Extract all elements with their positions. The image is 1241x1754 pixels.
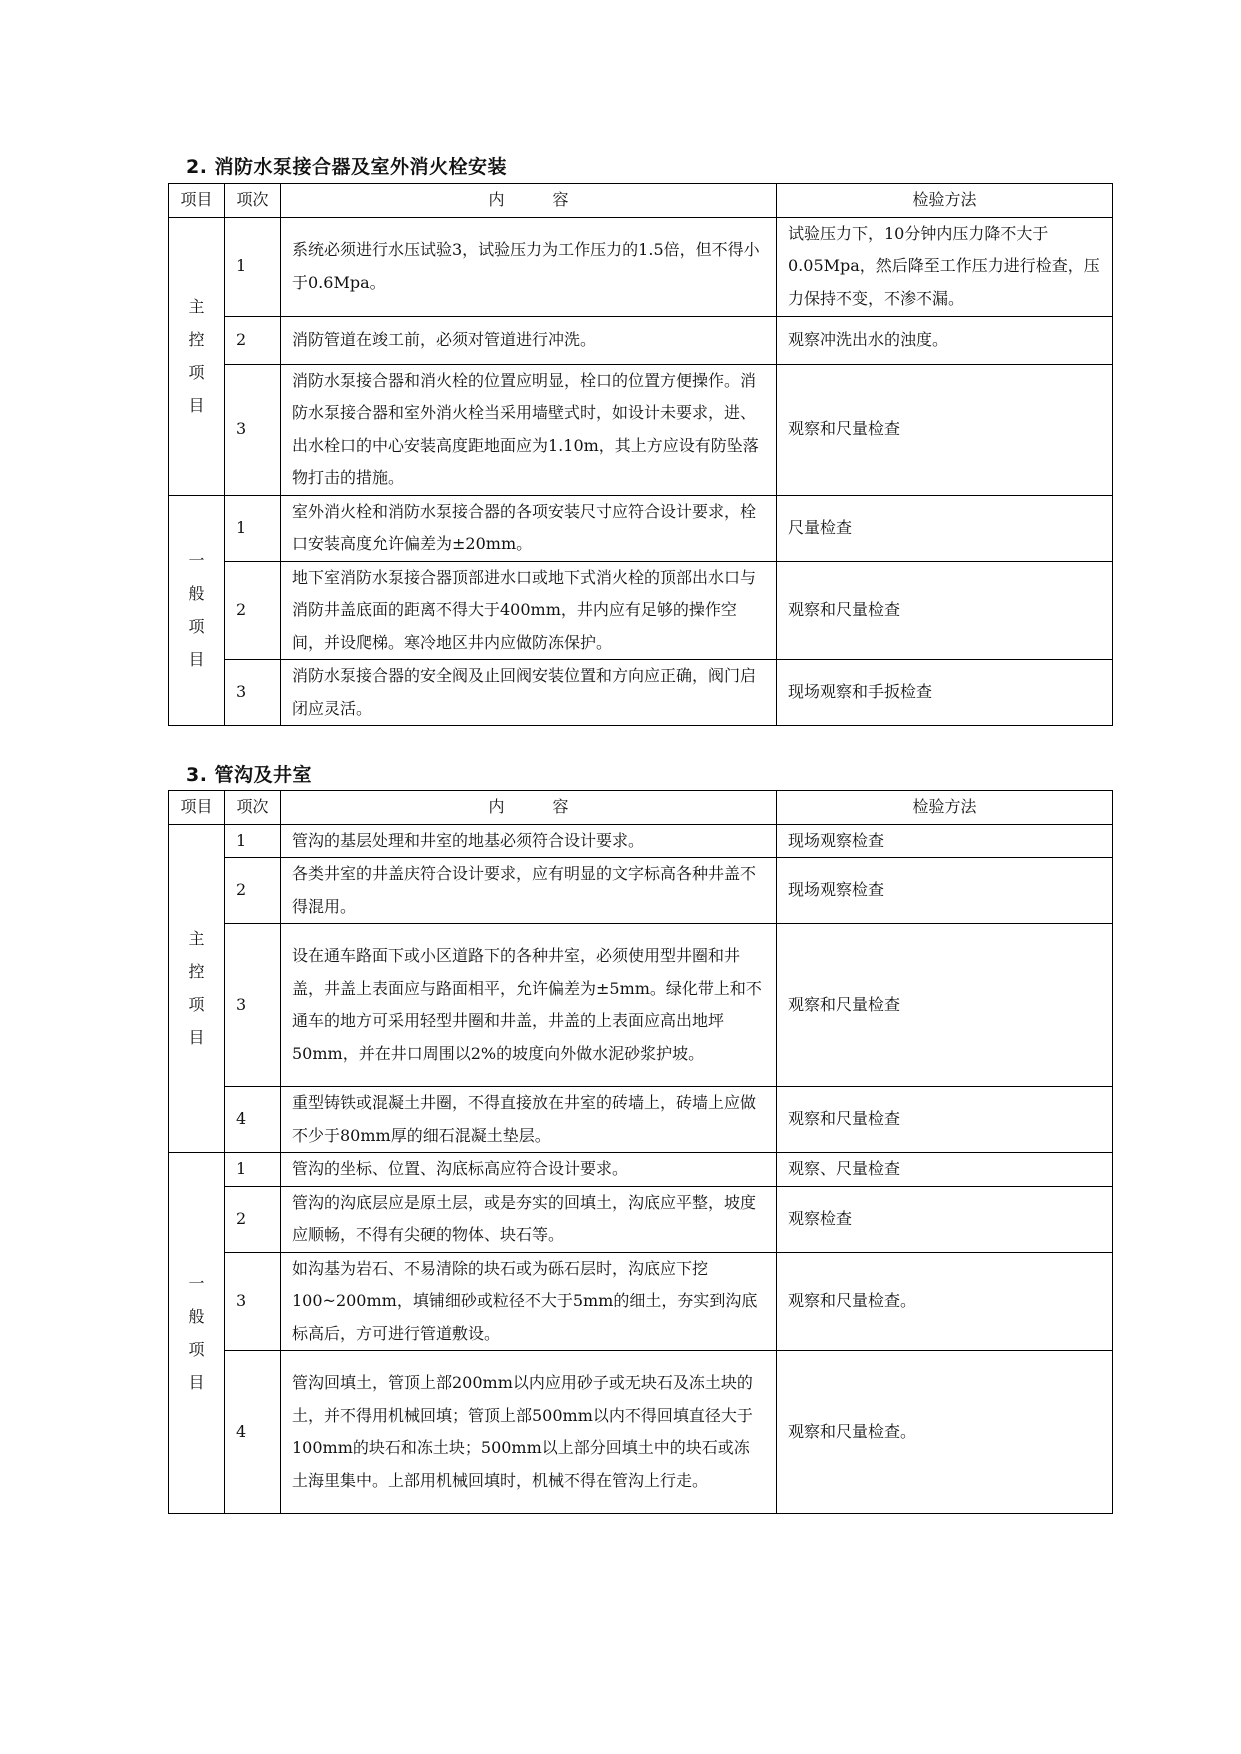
row-content: 消防管道在竣工前，必须对管道进行冲洗。	[281, 316, 777, 364]
header-num: 项次	[225, 791, 281, 825]
row-num: 3	[225, 924, 281, 1087]
row-content: 如沟基为岩石、不易清除的块石或为砾石层时，沟底应下挖100~200mm，填铺细砂或粒径不大于5mm的细土，夯实到沟底标高后，方可进行管道敷设。	[281, 1252, 777, 1351]
header-method: 检验方法	[777, 184, 1113, 218]
row-content: 消防水泵接合器和消火栓的位置应明显，栓口的位置方便操作。消防水泵接合器和室外消火栓当采用墙壁式时，如设计未要求，进、出水栓口的中心安装高度距地面应为1.10m，其上方应设有防坠落物打击的措施。	[281, 364, 777, 495]
table-row	[169, 1153, 1113, 1187]
row-num: 4	[225, 1351, 281, 1514]
row-content: 消防水泵接合器的安全阀及止回阀安装位置和方向应正确，阀门启闭应灵活。	[281, 660, 777, 726]
row-num: 2	[225, 316, 281, 364]
row-num: 2	[225, 561, 281, 660]
row-content: 管沟的坐标、位置、沟底标高应符合设计要求。	[281, 1153, 777, 1187]
table-row	[169, 1087, 1113, 1153]
row-content: 管沟的基层处理和井室的地基必须符合设计要求。	[281, 824, 777, 858]
group-label-main-control	[169, 217, 225, 495]
row-method: 观察和尺量检查	[777, 1087, 1113, 1153]
row-method: 观察和尺量检查。	[777, 1252, 1113, 1351]
row-num: 1	[225, 1153, 281, 1187]
row-content: 地下室消防水泵接合器顶部进水口或地下式消火栓的顶部出水口与消防井盖底面的距离不得大于400mm，井内应有足够的操作空间，并设爬梯。寒冷地区井内应做防冻保护。	[281, 561, 777, 660]
group-label-text: 主控项目	[188, 297, 205, 415]
table-header-row	[169, 791, 1113, 825]
fire-pump-inspection-table	[168, 183, 1113, 726]
table-row	[169, 1351, 1113, 1514]
row-content: 室外消火栓和消防水泵接合器的各项安装尺寸应符合设计要求，栓口安装高度允许偏差为±20mm。	[281, 495, 777, 561]
group-label-general	[169, 1153, 225, 1514]
header-num: 项次	[225, 184, 281, 218]
table-row	[169, 824, 1113, 858]
row-content: 系统必须进行水压试验3，试验压力为工作压力的1.5倍，但不得小于0.6Mpa。	[281, 217, 777, 316]
trench-inspection-table	[168, 790, 1113, 1514]
table-header-row	[169, 184, 1113, 218]
row-num: 1	[225, 217, 281, 316]
row-method: 尺量检查	[777, 495, 1113, 561]
row-num: 3	[225, 364, 281, 495]
header-content: 内 容	[281, 791, 777, 825]
row-content: 各类井室的井盖庆符合设计要求，应有明显的文字标高各种井盖不得混用。	[281, 858, 777, 924]
row-method: 观察检查	[777, 1186, 1113, 1252]
row-method: 观察冲洗出水的浊度。	[777, 316, 1113, 364]
table-row	[169, 858, 1113, 924]
table-row	[169, 364, 1113, 495]
group-label-text: 一般项目	[188, 551, 205, 670]
group-label-main-control	[169, 824, 225, 1153]
row-content: 设在通车路面下或小区道路下的各种井室，必须使用型井圈和井盖，井盖上表面应与路面相平，允许偏差为±5mm。绿化带上和不通车的地方可采用轻型井圈和井盖，井盖的上表面应高出地坪50mm，并在井口周围以2%的坡度向外做水泥砂浆护坡。	[281, 924, 777, 1087]
row-num: 3	[225, 1252, 281, 1351]
row-content: 重型铸铁或混凝土井圈，不得直接放在井室的砖墙上，砖墙上应做不少于80mm厚的细石混凝土垫层。	[281, 1087, 777, 1153]
group-label-general	[169, 495, 225, 726]
row-num: 2	[225, 1186, 281, 1252]
row-method: 观察和尺量检查	[777, 364, 1113, 495]
table-row	[169, 495, 1113, 561]
table-row	[169, 217, 1113, 316]
group-label-text: 主控项目	[188, 929, 205, 1048]
table-row	[169, 1252, 1113, 1351]
table-row	[169, 561, 1113, 660]
header-content: 内 容	[281, 184, 777, 218]
row-content: 管沟回填土，管顶上部200mm以内应用砂子或无块石及冻土块的土，并不得用机械回填；管顶上部500mm以内不得回填直径大于100mm的块石和冻土块；500mm以上部分回填土中的块石或冻土海里集中。上部用机械回填时，机械不得在管沟上行走。	[281, 1351, 777, 1514]
row-num: 4	[225, 1087, 281, 1153]
row-num: 3	[225, 660, 281, 726]
row-content: 管沟的沟底层应是原土层，或是夯实的回填土，沟底应平整，坡度应顺畅，不得有尖硬的物体、块石等。	[281, 1186, 777, 1252]
table-row	[169, 660, 1113, 726]
row-method: 现场观察和手扳检查	[777, 660, 1113, 726]
group-label-text: 一般项目	[188, 1274, 205, 1392]
row-method: 观察和尺量检查	[777, 561, 1113, 660]
row-method: 试验压力下，10分钟内压力降不大于0.05Mpa，然后降至工作压力进行检查，压力保持不变，不渗不漏。	[777, 217, 1113, 316]
row-num: 1	[225, 495, 281, 561]
row-method: 观察、尺量检查	[777, 1153, 1113, 1187]
header-method: 检验方法	[777, 791, 1113, 825]
table-row	[169, 924, 1113, 1087]
header-item: 项目	[169, 184, 225, 218]
row-method: 观察和尺量检查。	[777, 1351, 1113, 1514]
row-method: 观察和尺量检查	[777, 924, 1113, 1087]
row-num: 2	[225, 858, 281, 924]
table-row	[169, 1186, 1113, 1252]
section-title-trench: 3. 管沟及井室	[186, 764, 313, 786]
header-item: 项目	[169, 791, 225, 825]
table-row	[169, 316, 1113, 364]
row-method: 现场观察检查	[777, 858, 1113, 924]
row-method: 现场观察检查	[777, 824, 1113, 858]
section-title-fire-pump: 2. 消防水泵接合器及室外消火栓安装	[186, 156, 508, 178]
row-num: 1	[225, 824, 281, 858]
